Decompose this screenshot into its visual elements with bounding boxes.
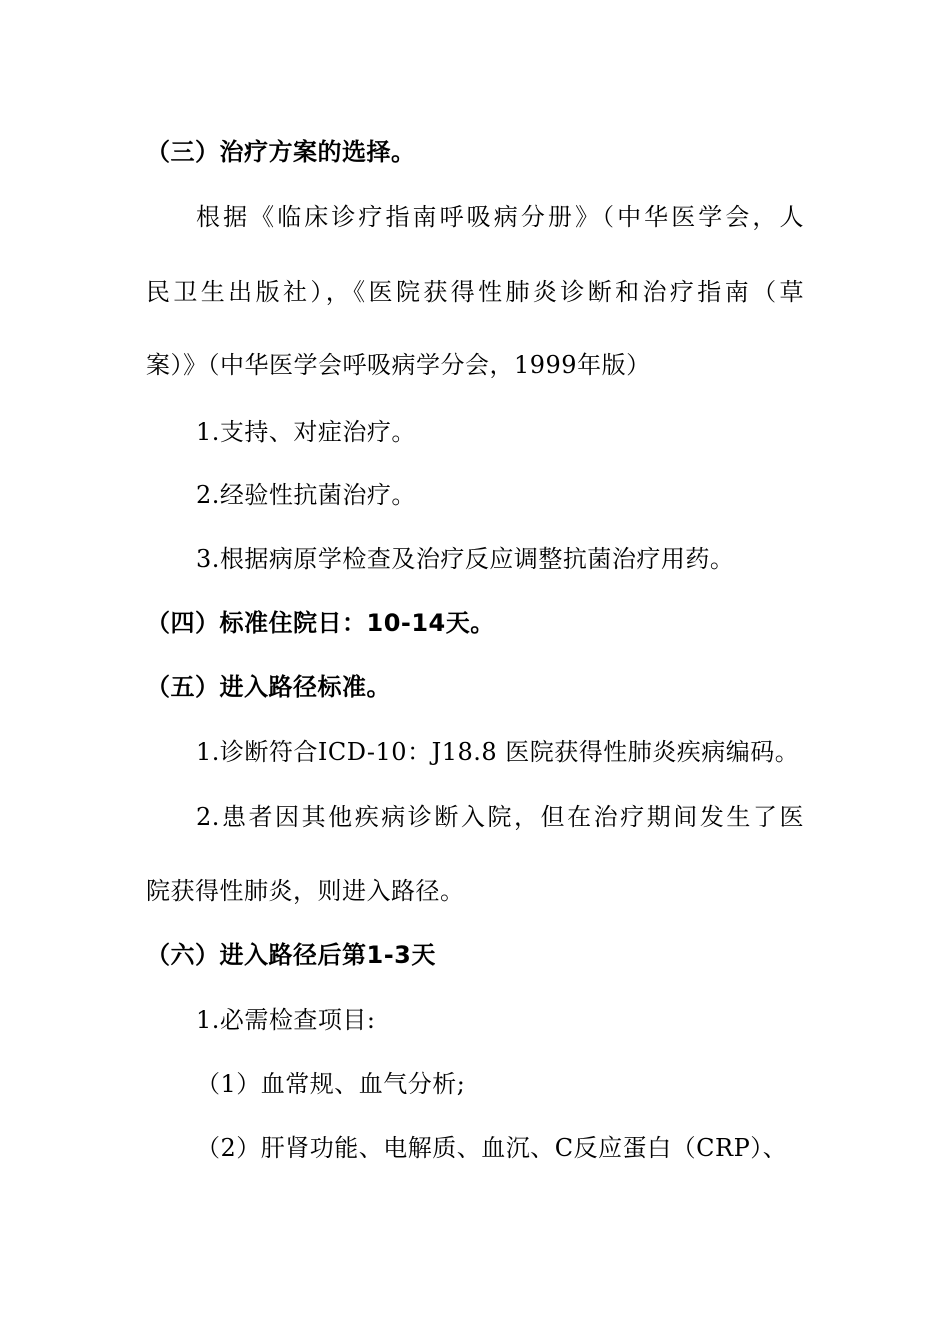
section-heading-pathway-criteria: （五）进入路径标准。	[146, 673, 391, 701]
section-heading-treatment-selection: （三）治疗方案的选择。	[146, 138, 416, 166]
paragraph-guideline-reference: 根据《临床诊疗指南呼吸病分册》（中华医学会，人	[196, 203, 804, 231]
list-item-supportive-treatment: 1.支持、对症治疗。	[196, 418, 416, 446]
list-item-admission-other-disease: 2.患者因其他疾病诊断入院，但在治疗期间发生了医	[196, 803, 804, 831]
list-item-empirical-antibacterial: 2.经验性抗菌治疗。	[196, 481, 416, 509]
sub-item-liver-kidney-function: （2）肝肾功能、电解质、血沉、C反应蛋白（CRP）、	[196, 1134, 788, 1162]
paragraph-guideline-reference-end: 案）》（中华医学会呼吸病学分会，1999年版）	[146, 351, 651, 379]
list-item-adjust-antibacterial: 3.根据病原学检查及治疗反应调整抗菌治疗用药。	[196, 545, 735, 573]
section-heading-days-1-3: （六）进入路径后第1-3天	[146, 941, 436, 969]
sub-item-blood-routine: （1）血常规、血气分析;	[196, 1070, 466, 1098]
list-item-diagnosis-icd: 1.诊断符合ICD-10：J18.8 医院获得性肺炎疾病编码。	[196, 738, 800, 766]
list-item-admission-other-disease-cont: 院获得性肺炎，则进入路径。	[146, 877, 465, 905]
list-item-required-tests: 1.必需检查项目:	[196, 1006, 376, 1034]
paragraph-guideline-reference-cont: 民卫生出版社），《医院获得性肺炎诊断和治疗指南（草	[146, 278, 804, 306]
section-heading-hospital-stay: （四）标准住院日：10-14天。	[146, 609, 495, 637]
